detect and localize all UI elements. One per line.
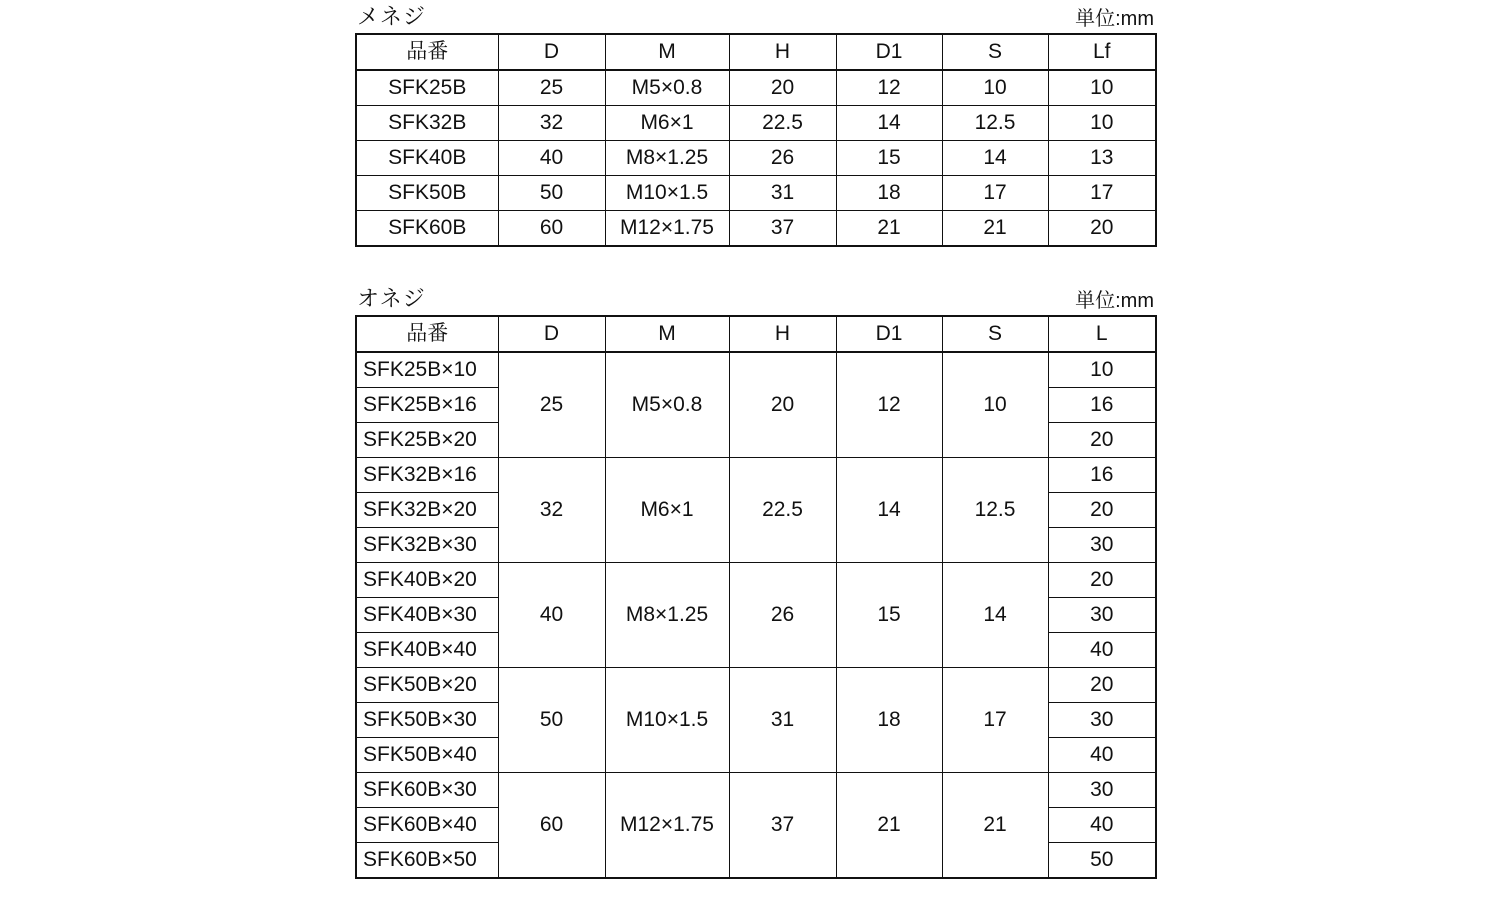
- table-header-row: [356, 34, 1156, 70]
- header-l: L: [1048, 316, 1156, 352]
- cell-h: 26: [729, 563, 836, 668]
- cell-part-number: SFK40B×20: [356, 563, 498, 598]
- cell-part-number: SFK50B×30: [356, 703, 498, 738]
- cell-d1: 14: [836, 106, 942, 141]
- cell-l: 40: [1048, 738, 1156, 773]
- cell-part-number: SFK50B×20: [356, 668, 498, 703]
- cell-d: 60: [498, 211, 605, 247]
- cell-d: 50: [498, 176, 605, 211]
- cell-l: 20: [1048, 493, 1156, 528]
- cell-h: 22.5: [729, 106, 836, 141]
- cell-l: 20: [1048, 423, 1156, 458]
- header-lf: Lf: [1048, 34, 1156, 70]
- cell-s: 14: [942, 141, 1048, 176]
- male-caption-row: [355, 284, 1155, 315]
- cell-d1: 15: [836, 563, 942, 668]
- cell-d: 25: [498, 70, 605, 106]
- cell-part-number: SFK32B: [356, 106, 498, 141]
- cell-h: 26: [729, 141, 836, 176]
- cell-s: 21: [942, 773, 1048, 879]
- cell-part-number: SFK60B×40: [356, 808, 498, 843]
- table-row: [356, 211, 1156, 247]
- cell-lf: 10: [1048, 106, 1156, 141]
- header-d: D: [498, 316, 605, 352]
- cell-part-number: SFK25B×16: [356, 388, 498, 423]
- cell-part-number: SFK40B×30: [356, 598, 498, 633]
- male-unit-label: 単位:mm: [1075, 290, 1154, 312]
- header-s: S: [942, 316, 1048, 352]
- cell-m: M12×1.75: [605, 211, 729, 247]
- cell-part-number: SFK60B×50: [356, 843, 498, 879]
- cell-d: 50: [498, 668, 605, 773]
- cell-m: M5×0.8: [605, 70, 729, 106]
- cell-s: 12.5: [942, 458, 1048, 563]
- cell-l: 30: [1048, 598, 1156, 633]
- cell-lf: 17: [1048, 176, 1156, 211]
- female-spec-table: [355, 33, 1157, 247]
- female-thread-section: [355, 2, 1155, 247]
- header-d: D: [498, 34, 605, 70]
- cell-s: 17: [942, 176, 1048, 211]
- cell-d: 60: [498, 773, 605, 879]
- cell-l: 30: [1048, 773, 1156, 808]
- cell-d1: 18: [836, 668, 942, 773]
- cell-part-number: SFK32B×20: [356, 493, 498, 528]
- cell-lf: 13: [1048, 141, 1156, 176]
- female-unit-label: 単位:mm: [1075, 8, 1154, 30]
- cell-d1: 18: [836, 176, 942, 211]
- cell-s: 17: [942, 668, 1048, 773]
- cell-m: M10×1.5: [605, 176, 729, 211]
- table-row: [356, 563, 1156, 598]
- male-caption: オネジ: [357, 286, 426, 311]
- table-row: [356, 352, 1156, 388]
- table-row: [356, 70, 1156, 106]
- table-row: [356, 106, 1156, 141]
- cell-s: 10: [942, 70, 1048, 106]
- female-caption: メネジ: [357, 4, 427, 29]
- cell-part-number: SFK60B×30: [356, 773, 498, 808]
- cell-d: 40: [498, 141, 605, 176]
- cell-m: M10×1.5: [605, 668, 729, 773]
- cell-m: M6×1: [605, 106, 729, 141]
- cell-d: 32: [498, 458, 605, 563]
- cell-m: M8×1.25: [605, 141, 729, 176]
- cell-d1: 12: [836, 352, 942, 458]
- header-s: S: [942, 34, 1048, 70]
- cell-h: 22.5: [729, 458, 836, 563]
- header-part-number: 品番: [356, 34, 498, 70]
- header-h: H: [729, 34, 836, 70]
- cell-l: 10: [1048, 352, 1156, 388]
- cell-h: 31: [729, 176, 836, 211]
- cell-l: 40: [1048, 633, 1156, 668]
- header-d1: D1: [836, 34, 942, 70]
- cell-d1: 21: [836, 211, 942, 247]
- table-row: [356, 773, 1156, 808]
- cell-part-number: SFK25B×10: [356, 352, 498, 388]
- table-header-row: [356, 316, 1156, 352]
- cell-part-number: SFK50B: [356, 176, 498, 211]
- male-thread-section: [355, 284, 1155, 879]
- cell-d1: 14: [836, 458, 942, 563]
- header-part-number: 品番: [356, 316, 498, 352]
- cell-h: 20: [729, 352, 836, 458]
- cell-m: M8×1.25: [605, 563, 729, 668]
- cell-l: 16: [1048, 388, 1156, 423]
- cell-d1: 21: [836, 773, 942, 879]
- header-m: M: [605, 316, 729, 352]
- cell-s: 14: [942, 563, 1048, 668]
- table-row: [356, 458, 1156, 493]
- cell-l: 30: [1048, 703, 1156, 738]
- cell-part-number: SFK60B: [356, 211, 498, 247]
- male-spec-table: [355, 315, 1157, 879]
- cell-m: M12×1.75: [605, 773, 729, 879]
- cell-part-number: SFK32B×16: [356, 458, 498, 493]
- cell-part-number: SFK25B×20: [356, 423, 498, 458]
- cell-part-number: SFK25B: [356, 70, 498, 106]
- header-d1: D1: [836, 316, 942, 352]
- cell-d1: 15: [836, 141, 942, 176]
- cell-lf: 20: [1048, 211, 1156, 247]
- cell-l: 20: [1048, 563, 1156, 598]
- cell-l: 50: [1048, 843, 1156, 879]
- cell-m: M5×0.8: [605, 352, 729, 458]
- cell-h: 37: [729, 211, 836, 247]
- table-row: [356, 141, 1156, 176]
- cell-s: 21: [942, 211, 1048, 247]
- cell-s: 12.5: [942, 106, 1048, 141]
- cell-l: 20: [1048, 668, 1156, 703]
- cell-part-number: SFK40B×40: [356, 633, 498, 668]
- female-caption-row: [355, 2, 1155, 33]
- cell-m: M6×1: [605, 458, 729, 563]
- cell-l: 16: [1048, 458, 1156, 493]
- cell-part-number: SFK50B×40: [356, 738, 498, 773]
- header-m: M: [605, 34, 729, 70]
- table-row: [356, 176, 1156, 211]
- cell-part-number: SFK32B×30: [356, 528, 498, 563]
- cell-d: 25: [498, 352, 605, 458]
- cell-h: 31: [729, 668, 836, 773]
- cell-d: 40: [498, 563, 605, 668]
- cell-h: 37: [729, 773, 836, 879]
- cell-l: 30: [1048, 528, 1156, 563]
- cell-l: 40: [1048, 808, 1156, 843]
- cell-lf: 10: [1048, 70, 1156, 106]
- header-h: H: [729, 316, 836, 352]
- cell-h: 20: [729, 70, 836, 106]
- cell-d: 32: [498, 106, 605, 141]
- cell-d1: 12: [836, 70, 942, 106]
- table-row: [356, 668, 1156, 703]
- cell-part-number: SFK40B: [356, 141, 498, 176]
- cell-s: 10: [942, 352, 1048, 458]
